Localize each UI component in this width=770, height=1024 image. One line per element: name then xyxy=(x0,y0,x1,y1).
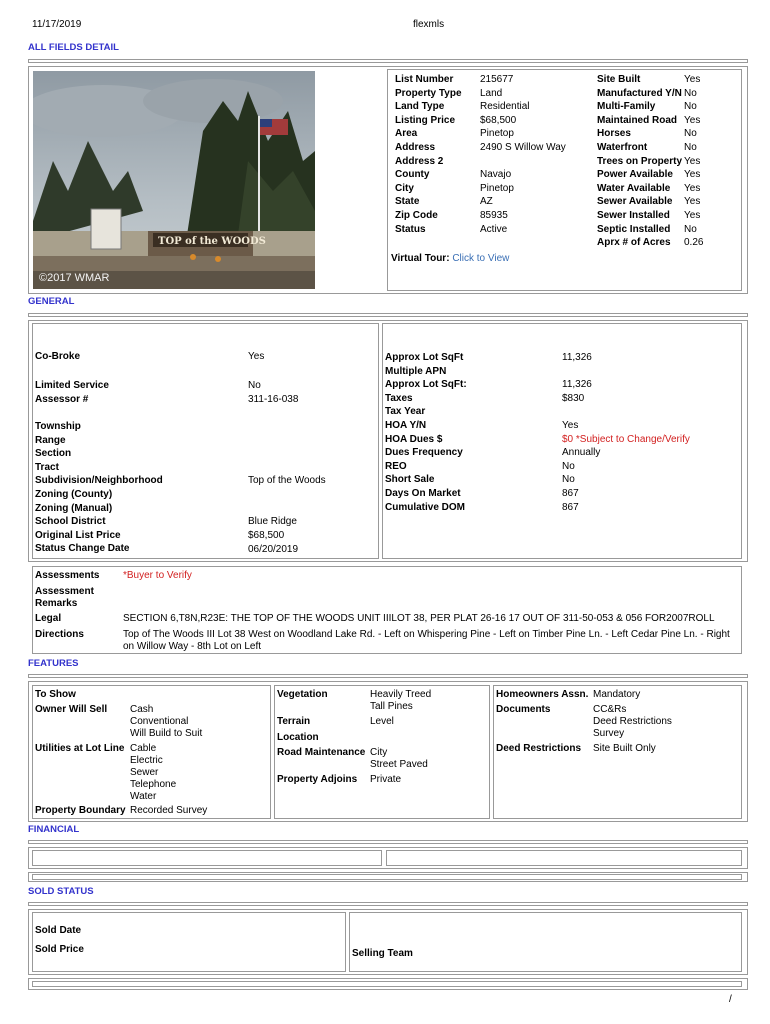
gen-hoa-yn-value: Yes xyxy=(562,419,579,431)
label-list-number: List Number xyxy=(395,74,454,85)
gen-zoning-manual: Zoning (Manual) xyxy=(35,502,113,514)
feat-vegetation-label: Vegetation xyxy=(277,689,328,700)
gen-cdom-value: 867 xyxy=(562,501,579,513)
property-photo-image xyxy=(33,71,315,289)
label-waterfront: Waterfront xyxy=(597,141,648,153)
gen-school-value: Blue Ridge xyxy=(248,516,297,527)
gen-section: Section xyxy=(35,448,72,460)
gen-assessor-value: 311-16-038 xyxy=(248,394,299,405)
value-city: Pinetop xyxy=(480,182,514,194)
gen-left-labels xyxy=(35,420,163,556)
section-financial: FINANCIAL xyxy=(28,824,748,836)
directions-value-1: Top of The Woods III Lot 38 West on Woodland Lake Rd. - Left on Whispering Pine - Left on Timber Pine Ln. - Left Cedar Pine Ln. - Right xyxy=(123,629,730,640)
value-power: Yes xyxy=(684,169,701,181)
gen-dues-frequency-value: Annually xyxy=(562,447,601,459)
label-manufactured: Manufactured Y/N xyxy=(597,87,682,99)
feat-hoa-value: Mandatory xyxy=(593,689,641,700)
value-sewer-installed: Yes xyxy=(684,209,701,221)
gen-school-label: School District xyxy=(35,516,106,528)
sold-price-label: Sold Price xyxy=(35,944,84,955)
listing-values xyxy=(480,73,566,236)
feat-road-paved: Street Paved xyxy=(370,759,428,770)
general-outer xyxy=(28,313,748,317)
label-trees: Trees on Property xyxy=(597,155,683,167)
value-waterfront: No xyxy=(684,141,697,153)
value-water: Yes xyxy=(684,182,701,194)
feat-adjoins-value: Private xyxy=(370,774,402,785)
gen-taxes-value: $830 xyxy=(562,392,585,404)
gen-zoning-county: Zoning (County) xyxy=(35,488,113,500)
sold-bottom-inner xyxy=(32,981,742,987)
gen-tax-year-label: Tax Year xyxy=(385,406,426,418)
sold-left-box xyxy=(32,912,346,972)
feat-road-label: Road Maintenance xyxy=(277,747,366,758)
value-list-number: 215677 xyxy=(480,74,514,85)
sold-outer xyxy=(28,902,748,906)
label-county: County xyxy=(395,169,430,181)
sign-text: TOP of the WOODS xyxy=(158,236,266,247)
label-land-type: Land Type xyxy=(395,101,445,113)
feat-owner-cash: Cash xyxy=(130,704,154,715)
directions-value-2: on Willow Way - 8th Lot on Left xyxy=(123,641,262,652)
label-city: City xyxy=(395,182,414,194)
gen-status-change-value: 06/20/2019 xyxy=(248,544,299,555)
gen-dues-frequency-label: Dues Frequency xyxy=(385,447,463,459)
feat-deed-label: Deed Restrictions xyxy=(496,743,582,754)
gen-range: Range xyxy=(35,434,66,446)
label-horses: Horses xyxy=(597,128,631,140)
value-sewer-available: Yes xyxy=(684,196,701,208)
feat-util-sewer: Sewer xyxy=(130,767,159,778)
site-labels xyxy=(597,73,682,250)
gen-taxes-label: Taxes xyxy=(385,392,413,404)
legal-label: Legal xyxy=(35,613,62,624)
label-zip-code: Zip Code xyxy=(395,209,438,221)
feat-doc-deed: Deed Restrictions xyxy=(593,716,672,727)
label-address-2: Address 2 xyxy=(395,155,444,167)
selling-team-label: Selling Team xyxy=(352,948,413,959)
gen-orig-price-label: Original List Price xyxy=(35,529,121,541)
feat-boundary-label: Property Boundary xyxy=(35,805,126,816)
value-septic: No xyxy=(684,223,697,235)
feat-util-cable: Cable xyxy=(130,743,157,754)
value-property-type: Land xyxy=(480,87,503,99)
property-photo xyxy=(33,71,315,289)
gen-lot-sqft2-label: Approx Lot SqFt: xyxy=(385,379,467,391)
gen-limited-value: No xyxy=(248,380,261,391)
feat-doc-survey: Survey xyxy=(593,728,625,739)
feat-road-city: City xyxy=(370,747,388,758)
label-multi-family: Multi-Family xyxy=(597,101,656,113)
section-sold-status: SOLD STATUS xyxy=(28,886,748,898)
gen-lot-sqft-label: Approx Lot SqFt xyxy=(385,352,464,363)
gen-tract: Tract xyxy=(35,461,59,473)
gen-reo-label: REO xyxy=(385,460,407,472)
gen-hoa-dues-label: HOA Dues $ xyxy=(385,433,443,445)
feat-util-telephone: Telephone xyxy=(130,779,177,790)
feat-owner-will-sell-label: Owner Will Sell xyxy=(35,704,108,715)
gen-reo-value: No xyxy=(562,460,575,472)
page-number: / xyxy=(729,994,732,1005)
label-power: Power Available xyxy=(597,169,673,181)
virtual-tour-label: Virtual Tour: xyxy=(391,253,450,264)
gen-dom-label: Days On Market xyxy=(385,487,461,499)
label-sewer-available: Sewer Available xyxy=(597,196,673,208)
legal-value: SECTION 6,T8N,R23E: THE TOP OF THE WOODS UNIT IIILOT 38, PER PLAT 26-16 17 OUT OF 311-50-053 & 056 FOR2007ROLL xyxy=(123,613,715,624)
feat-owner-will-sell-values xyxy=(130,704,202,740)
virtual-tour xyxy=(391,253,509,264)
value-zip-code: 85935 xyxy=(480,209,508,221)
label-state: State xyxy=(395,196,420,208)
gen-status-change-label: Status Change Date xyxy=(35,543,130,555)
gen-short-sale-value: No xyxy=(562,474,575,486)
sold-date-label: Sold Date xyxy=(35,925,82,936)
feat-util-electric: Electric xyxy=(130,755,163,766)
gen-assessor-label: Assessor # xyxy=(35,394,89,405)
financial-outer xyxy=(28,840,748,844)
gen-right-labels xyxy=(385,351,467,514)
feat-owner-build: Will Build to Suit xyxy=(130,728,203,739)
value-manufactured: No xyxy=(684,87,697,99)
gen-limited-label: Limited Service xyxy=(35,380,109,391)
virtual-tour-link[interactable]: Click to View xyxy=(452,253,510,264)
financial-bottom-inner xyxy=(32,874,742,880)
feat-vegetation-values xyxy=(370,689,431,713)
section-general: GENERAL xyxy=(28,296,748,308)
label-status: Status xyxy=(395,223,426,235)
gen-short-sale-label: Short Sale xyxy=(385,474,435,486)
feat-owner-conventional: Conventional xyxy=(130,716,189,727)
value-county: Navajo xyxy=(480,169,512,181)
directions-label: Directions xyxy=(35,629,84,640)
value-state: AZ xyxy=(480,196,493,208)
feat-doc-ccrs: CC&Rs xyxy=(593,704,627,715)
financial-left-box xyxy=(32,850,382,866)
gen-dom-value: 867 xyxy=(562,487,579,499)
label-maintained-road: Maintained Road xyxy=(597,114,678,126)
value-acres: 0.26 xyxy=(684,237,704,249)
site-values xyxy=(684,73,703,250)
site-name: flexmls xyxy=(413,19,445,30)
feat-veg-tall-pines: Tall Pines xyxy=(370,701,413,712)
feat-utilities-values xyxy=(130,743,176,803)
feat-veg-heavily-treed: Heavily Treed xyxy=(370,689,432,700)
feat-location-label: Location xyxy=(277,732,319,743)
gen-cobroke-label: Co-Broke xyxy=(35,351,81,362)
gen-subdivision-value: Top of the Woods xyxy=(248,475,326,486)
feat-terrain-label: Terrain xyxy=(277,716,311,727)
feat-documents-label: Documents xyxy=(496,704,551,715)
feat-documents-values xyxy=(593,704,672,740)
gen-cdom-label: Cumulative DOM xyxy=(385,501,466,513)
gen-right-values xyxy=(562,351,690,514)
feat-hoa-label: Homeowners Assn. xyxy=(496,689,589,700)
feat-adjoins-label: Property Adjoins xyxy=(277,774,358,785)
gen-lot-sqft2-value: 11,326 xyxy=(562,379,592,391)
assessment-remarks-label-2: Remarks xyxy=(35,598,78,609)
label-area: Area xyxy=(395,128,418,140)
value-listing-price: $68,500 xyxy=(480,114,517,126)
label-acres: Aprx # of Acres xyxy=(597,237,671,249)
gen-multiple-apn-label: Multiple APN xyxy=(385,365,447,377)
gen-hoa-dues-row xyxy=(562,433,690,447)
features-outer xyxy=(28,674,748,678)
label-sewer-installed: Sewer Installed xyxy=(597,209,670,221)
gen-orig-price-value: $68,500 xyxy=(248,530,285,541)
value-maintained-road: Yes xyxy=(684,114,701,126)
all-fields-outer xyxy=(28,59,748,63)
label-listing-price: Listing Price xyxy=(395,114,456,126)
feat-utilities-label: Utilities at Lot Line xyxy=(35,743,125,754)
feat-util-water: Water xyxy=(130,791,157,802)
financial-right-box xyxy=(386,850,742,866)
value-site-built: Yes xyxy=(684,74,701,85)
gen-hoa-dues-note: *Subject to Change/Verify xyxy=(575,433,690,445)
gen-hoa-dues-value: $0 xyxy=(562,433,574,445)
value-multi-family: No xyxy=(684,101,697,113)
feat-deed-value: Site Built Only xyxy=(593,743,656,754)
photo-watermark: ©2017 WMAR xyxy=(39,272,110,284)
feat-to-show: To Show xyxy=(35,689,76,700)
value-land-type: Residential xyxy=(480,101,530,113)
gen-hoa-yn-label: HOA Y/N xyxy=(385,419,427,431)
feat-terrain-value: Level xyxy=(370,716,394,727)
listing-labels xyxy=(395,73,462,236)
assessments-value: *Buyer to Verify xyxy=(123,570,192,581)
gen-subdivision-label: Subdivision/Neighborhood xyxy=(35,475,163,487)
sold-right-box xyxy=(349,912,742,972)
label-property-type: Property Type xyxy=(395,87,462,99)
assessment-remarks-label-1: Assessment xyxy=(35,586,94,597)
feat-boundary-value: Recorded Survey xyxy=(130,805,208,816)
assessments-label: Assessments xyxy=(35,570,100,581)
gen-cobroke-value: Yes xyxy=(248,351,265,362)
value-horses: No xyxy=(684,128,697,140)
gen-multiple-apn-value xyxy=(562,365,690,379)
value-address: 2490 S Willow Way xyxy=(480,141,566,153)
gen-tax-year-value xyxy=(562,405,690,419)
value-address-2 xyxy=(480,155,566,169)
label-site-built: Site Built xyxy=(597,74,641,85)
gen-township: Township xyxy=(35,421,81,432)
value-status: Active xyxy=(480,223,508,235)
label-septic: Septic Installed xyxy=(597,223,671,235)
feat-road-values xyxy=(370,747,428,771)
value-area: Pinetop xyxy=(480,128,514,140)
gen-lot-sqft-value: 11,326 xyxy=(562,352,592,363)
section-all-fields: ALL FIELDS DETAIL xyxy=(28,42,748,54)
print-date: 11/17/2019 xyxy=(32,19,82,30)
section-features: FEATURES xyxy=(28,658,748,670)
label-address: Address xyxy=(395,141,436,153)
value-trees: Yes xyxy=(684,155,701,167)
label-water: Water Available xyxy=(597,182,671,194)
